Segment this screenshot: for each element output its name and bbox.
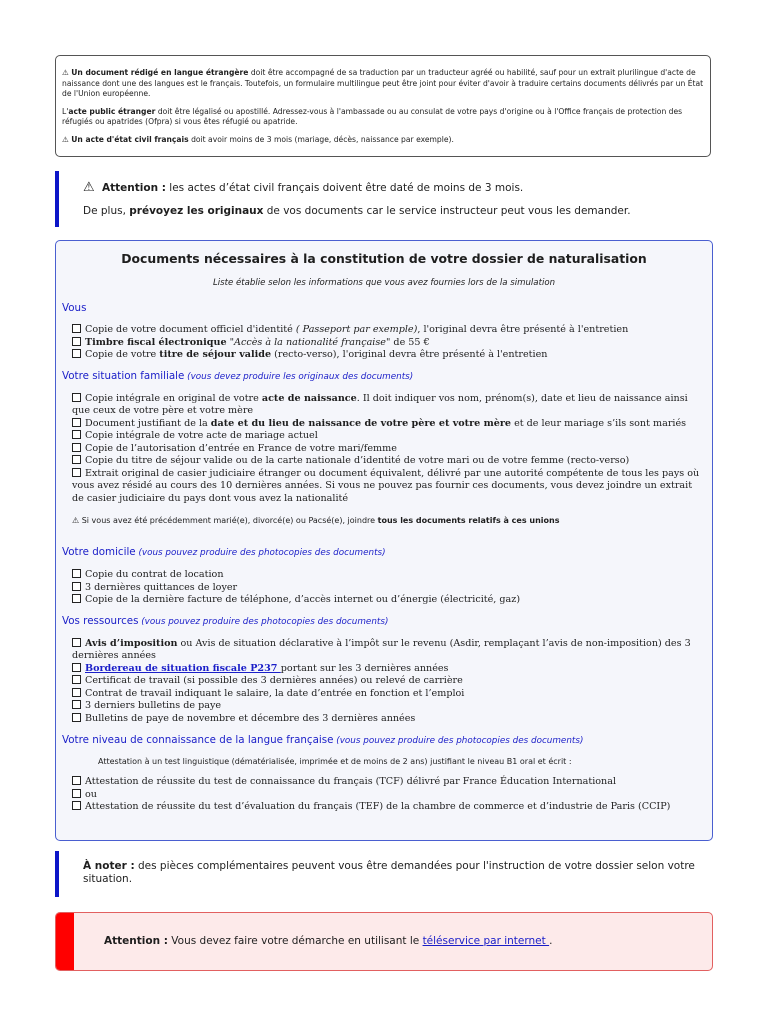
checkbox[interactable]	[72, 443, 81, 452]
list-item: Timbre fiscal électronique "Accès à la nationalité française" de 55 €	[72, 337, 706, 350]
checkbox[interactable]	[72, 663, 81, 672]
checklist-domicile	[72, 569, 706, 607]
section-heading-vous: Vous	[62, 302, 87, 314]
checkbox[interactable]	[72, 713, 81, 722]
attention-callout	[55, 171, 705, 227]
list-item: 3 dernières quittances de loyer	[72, 582, 706, 595]
checkbox[interactable]	[72, 468, 81, 477]
checkbox[interactable]	[72, 337, 81, 346]
list-item: Certificat de travail (si possible des 3 dernières années) ou relevé de carrière	[72, 675, 706, 688]
list-item: Copie de votre titre de séjour valide (recto-verso), l'original devra être présenté à l'entretien	[72, 349, 706, 362]
checkbox[interactable]	[72, 801, 81, 810]
page-title: Documents nécessaires à la constitution de votre dossier de naturalisation	[121, 251, 647, 266]
list-item: Extrait original de casier judiciaire étranger ou document équivalent, délivré par une autorité compétente de tous les pays où vous avez résidé au cours des 10 dernières années. Si vous ne pouvez pas fournir ces documents, vous devez joindre un extrait de casier judiciaire du pays dont vous avez la nationalité	[72, 467, 700, 504]
checklist-ressources	[72, 638, 706, 726]
langue-intro: Attestation à un test linguistique (dématérialisée, imprimée et de moins de 2 ans) justifiant le niveau B1 oral et écrit :	[98, 757, 572, 766]
list-item: ou	[72, 789, 706, 802]
attention-line: ⚠ Attention : les actes d’état civil français doivent être daté de moins de 3 mois.	[83, 180, 524, 195]
documents-box	[55, 240, 713, 841]
warning-icon: ⚠	[62, 134, 69, 144]
checkbox[interactable]	[72, 594, 81, 603]
list-item: Document justifiant de la date et du lieu de naissance de votre père et votre mère et de leur mariage s’ils sont mariés	[72, 418, 706, 431]
list-item: Bordereau de situation fiscale P237 portant sur les 3 dernières années	[72, 663, 706, 676]
checkbox[interactable]	[72, 324, 81, 333]
page-subtitle: Liste établie selon les informations que vous avez fournies lors de la simulation	[212, 278, 556, 288]
section-heading-ressources: Vos ressources (vous pouvez produire des photocopies des documents)	[62, 614, 389, 627]
info-civil-act: ⚠ Un acte d'état civil français doit avoir moins de 3 mois (mariage, décès, naissance par exemple).	[62, 134, 454, 144]
info-foreign-document: ⚠ Un document rédigé en langue étrangère doit être accompagné de sa traduction par un traducteur agréé ou habilité, sauf pour un extrait plurilingue d'acte de naissance dont une des langues est le français. Toutefois, un formulaire multilingue peut être joint pour éviter d'avoir à traduire certains documents délivrés par un État de l'Union européenne.	[62, 68, 704, 98]
list-item: Copie de votre document officiel d'identité ( Passeport par exemple), l'original devra être présenté à l'entretien	[72, 324, 706, 337]
list-item: Copie du titre de séjour valide ou de la carte nationale d’identité de votre mari ou de votre femme (recto-verso)	[72, 455, 706, 468]
section-heading-domicile: Votre domicile (vous pouvez produire des photocopies des documents)	[62, 546, 386, 558]
checkbox[interactable]	[72, 675, 81, 684]
checkbox[interactable]	[72, 393, 81, 402]
list-item: Copie intégrale en original de votre acte de naissance. Il doit indiquer vos nom, prénom(s), date et lieu de naissance ainsi que ceux de votre père et votre mère	[72, 392, 688, 416]
checkbox[interactable]	[72, 349, 81, 358]
info-public-act: L'acte public étranger doit être légalisé ou apostillé. Adressez-vous à l'ambassade ou au consulat de votre pays d'origine ou à l'Office français de protection des réfugiés ou apatrides (Ofpra) si vous êtes réfugié ou apatride.	[62, 106, 683, 126]
checkbox[interactable]	[72, 582, 81, 591]
warning-icon: ⚠	[62, 68, 69, 77]
alert-bar	[56, 913, 74, 970]
list-item: Copie intégrale de votre acte de mariage actuel	[72, 430, 706, 443]
unions-note: ⚠ Si vous avez été précédemment marié(e), divorcé(e) ou Pacsé(e), joindre tous les documents relatifs à ces unions	[72, 516, 560, 525]
section-heading-langue: Votre niveau de connaissance de la langue française (vous pouvez produire des photocopies des documents)	[62, 734, 584, 746]
originals-line: De plus, prévoyez les originaux de vos documents car le service instructeur peut vous les demander.	[83, 205, 631, 217]
checkbox[interactable]	[72, 688, 81, 697]
checkbox[interactable]	[72, 418, 81, 427]
list-item: 3 derniers bulletins de paye	[72, 700, 706, 713]
checkbox[interactable]	[72, 700, 81, 709]
teleservice-link[interactable]: téléservice par internet	[422, 935, 550, 947]
bordereau-p237-link[interactable]: Bordereau de situation fiscale P237	[85, 662, 281, 674]
checklist-langue	[72, 776, 706, 814]
checklist-familiale	[72, 393, 706, 506]
checklist-vous	[72, 324, 706, 362]
checkbox[interactable]	[72, 638, 81, 647]
section-heading-familiale: Votre situation familiale (vous devez produire les originaux des documents)	[62, 369, 414, 382]
info-box	[55, 55, 711, 157]
warning-icon: ⚠	[83, 180, 95, 195]
teleservice-alert	[55, 912, 713, 971]
checkbox[interactable]	[72, 789, 81, 798]
list-item: Bulletins de paye de novembre et décembre des 3 dernières années	[72, 713, 706, 726]
checkbox[interactable]	[72, 430, 81, 439]
note-callout: À noter : des pièces complémentaires peuvent vous être demandées pour l'instruction de votre dossier selon votre situation.	[55, 851, 705, 897]
checkbox[interactable]	[72, 776, 81, 785]
checkbox[interactable]	[72, 569, 81, 578]
list-item: Attestation de réussite du test d’évaluation du français (TEF) de la chambre de commerce et d’industrie de Paris (CCIP)	[72, 801, 706, 814]
alert-text: Attention : Vous devez faire votre démarche en utilisant le téléservice par internet .	[104, 935, 553, 947]
list-item: Copie du contrat de location	[72, 569, 706, 582]
list-item: Copie de la dernière facture de téléphone, d’accès internet ou d’énergie (électricité, gaz)	[72, 594, 706, 607]
list-item: Avis d’imposition ou Avis de situation déclarative à l’impôt sur le revenu (Asdir, remplaçant l’avis de non-imposition) des 3 dernières années	[72, 637, 691, 661]
warning-icon: ⚠	[72, 516, 80, 525]
list-item: Copie de l’autorisation d’entrée en France de votre mari/femme	[72, 443, 706, 456]
list-item: Attestation de réussite du test de connaissance du français (TCF) délivré par France Éducation International	[72, 776, 706, 789]
list-item: Contrat de travail indiquant le salaire, la date d’entrée en fonction et l’emploi	[72, 688, 706, 701]
checkbox[interactable]	[72, 455, 81, 464]
